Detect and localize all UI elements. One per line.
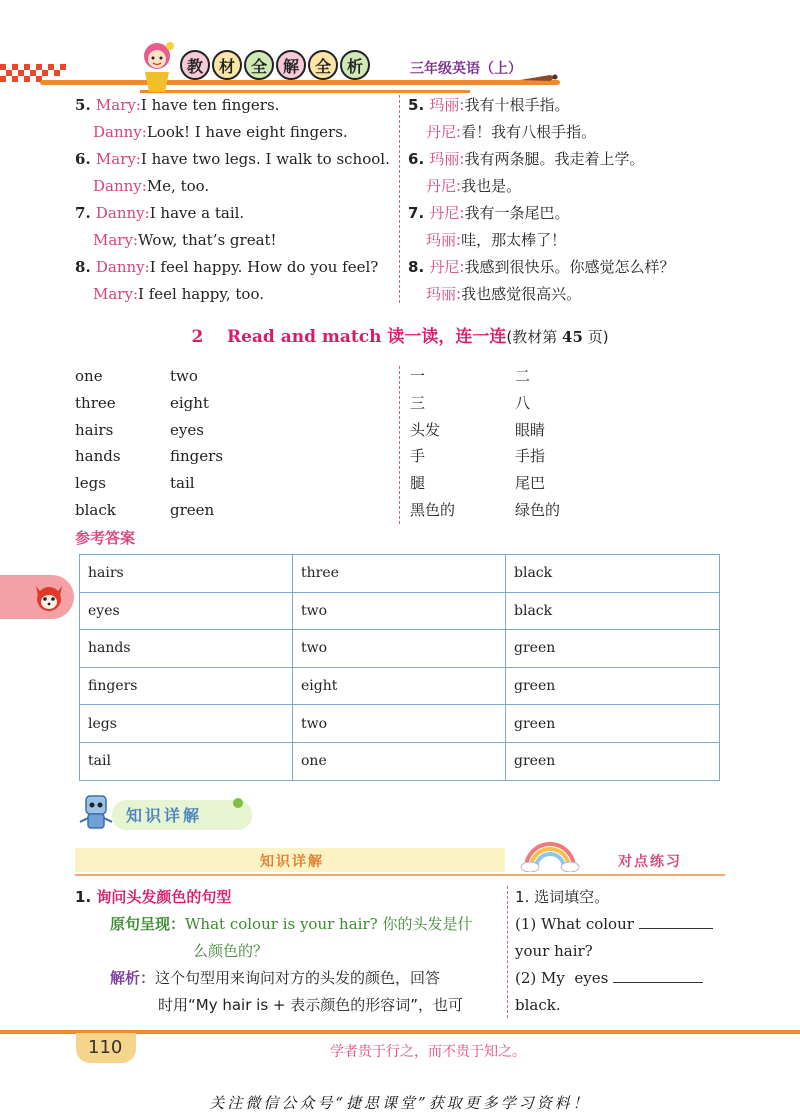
table-row <box>80 630 720 668</box>
match-column-2 <box>170 363 223 524</box>
original-label: 原句呈现： <box>110 915 186 933</box>
speaker-name: 玛丽 <box>426 231 457 249</box>
match-word: legs <box>75 474 106 493</box>
match-word: 绿色的 <box>515 500 561 519</box>
speaker-name: 丹尼 <box>426 123 457 141</box>
match-word: fingers <box>170 447 224 466</box>
match-word: 眼睛 <box>515 420 546 439</box>
line-text: 看！我有八根手指。 <box>461 123 597 141</box>
match-word: eight <box>170 393 209 412</box>
bar-underline <box>75 874 725 876</box>
table-cell: hands <box>80 630 293 668</box>
table-cell: green <box>506 630 720 668</box>
rainbow-icon <box>520 838 580 872</box>
section-title-en: Read and match <box>226 327 382 347</box>
match-word: hairs <box>75 420 114 439</box>
table-row <box>80 742 720 780</box>
dialogue-line: Danny:Me, too. <box>93 177 210 195</box>
line-text: I have ten fingers. <box>140 96 280 114</box>
dialogue-line: 8. Danny:I feel happy. How do you feel? <box>75 258 379 276</box>
table-row <box>80 667 720 705</box>
table-cell: legs <box>80 705 293 743</box>
table-cell: green <box>506 705 720 743</box>
speaker-name: 玛丽 <box>429 150 460 168</box>
title-char: 材 <box>212 50 242 80</box>
line-number: 6 <box>408 150 419 168</box>
dialogue-line: 丹尼:我也是。 <box>426 177 522 195</box>
exercise-q2 <box>515 965 735 992</box>
table-cell: three <box>293 555 506 593</box>
page-header <box>0 28 800 98</box>
fox-mascot-icon <box>32 580 66 614</box>
title-char: 析 <box>340 50 370 80</box>
table-cell: eight <box>293 667 506 705</box>
line-number: 7 <box>75 204 86 222</box>
speaker-name: 玛丽 <box>426 285 457 303</box>
line-text: 哇，那太棒了！ <box>461 231 567 249</box>
dialogue-chinese <box>408 92 748 308</box>
match-word: 手指 <box>515 447 546 466</box>
line-text: 我有十根手指。 <box>464 96 570 114</box>
exercise-q1 <box>515 911 735 938</box>
line-text: 我感到很快乐。你感觉怎么样？ <box>464 258 675 276</box>
line-text: I feel happy. How do you feel? <box>149 258 379 276</box>
dialogue-line: 8. 丹尼:我感到很快乐。你感觉怎么样？ <box>408 258 675 276</box>
line-number: 5 <box>75 96 86 114</box>
speaker-name: Mary <box>95 150 136 168</box>
match-word: eyes <box>170 420 204 439</box>
line-number: 6 <box>75 150 86 168</box>
knowledge-heading: 1. 询问头发颜色的句型 <box>75 888 232 906</box>
match-word: 腿 <box>410 474 426 493</box>
section-ref-page: 45 <box>562 328 583 346</box>
line-number: 8 <box>75 258 86 276</box>
original-cn-cont: 么颜色的？ <box>193 942 269 960</box>
knowledge-content <box>75 884 500 1019</box>
match-word: 三 <box>410 393 426 412</box>
speaker-name: Mary <box>93 285 133 303</box>
exercise-q2-cont: black. <box>515 996 561 1014</box>
line-text: 我也是。 <box>461 177 522 195</box>
table-cell: black <box>506 592 720 630</box>
match-word: green <box>170 500 215 519</box>
table-row <box>80 705 720 743</box>
table-row <box>80 555 720 593</box>
line-text: I feel happy, too. <box>138 285 264 303</box>
table-cell: fingers <box>80 667 293 705</box>
line-text: Look! I have eight fingers. <box>146 123 348 141</box>
q1-blank-input[interactable] <box>639 913 713 929</box>
dialogue-line: 5. 玛丽:我有十根手指。 <box>408 96 570 114</box>
speaker-name: 丹尼 <box>426 177 457 195</box>
dialogue-line: 6. Mary:I have two legs. I walk to school. <box>75 150 390 168</box>
dialogue-line: 7. Danny:I have a tail. <box>75 204 245 222</box>
line-text: 我有两条腿。我走着上学。 <box>464 150 645 168</box>
match-word: one <box>75 367 103 385</box>
original-cn: 你的头发是什 <box>382 915 473 933</box>
dialogue-line: 玛丽:哇，那太棒了！ <box>426 231 567 249</box>
original-en: What colour is your hair? <box>185 915 378 933</box>
analysis-text-cont: 时用“My hair is + 表示颜色的形容词”，也可 <box>158 996 464 1014</box>
line-text: Wow, that’s great! <box>138 231 277 249</box>
q2-blank-input[interactable] <box>613 967 703 983</box>
page-number: 110 <box>88 1037 123 1058</box>
title-char: 解 <box>276 50 306 80</box>
section-title-cn: 读一读，连一连 <box>387 327 507 347</box>
line-number: 5 <box>408 96 419 114</box>
speaker-name: 玛丽 <box>429 96 460 114</box>
analysis-text: 这个句型用来询问对方的头发的颜色，回答 <box>155 969 441 987</box>
knowledge-badge-title: 知识详解 <box>126 806 203 825</box>
title-char: 教 <box>180 50 210 80</box>
original-sentence <box>75 911 500 938</box>
dialogue-line: 丹尼:看！我有八根手指。 <box>426 123 597 141</box>
table-cell: green <box>506 667 720 705</box>
column-divider <box>399 95 400 303</box>
footer-motto: 学者贵于行之，而不贵于知之。 <box>330 1044 526 1060</box>
heading-number: 1 <box>75 888 86 906</box>
match-column-1 <box>75 363 121 524</box>
table-cell: eyes <box>80 592 293 630</box>
match-word: 头发 <box>410 420 441 439</box>
line-text: I have a tail. <box>149 204 245 222</box>
dialogue-line: 6. 玛丽:我有两条腿。我走着上学。 <box>408 150 645 168</box>
dialogue-line: Mary:I feel happy, too. <box>93 285 264 303</box>
dialogue-line: 玛丽:我也感觉很高兴。 <box>426 285 582 303</box>
table-row <box>80 592 720 630</box>
title-char: 全 <box>244 50 274 80</box>
speaker-name: Mary <box>93 231 133 249</box>
section-number: 2 <box>191 327 204 347</box>
dialogue-line: Mary:Wow, that’s great! <box>93 231 277 249</box>
line-text: 我也感觉很高兴。 <box>461 285 582 303</box>
leaf-icon <box>228 796 248 810</box>
speaker-name: Danny <box>95 258 145 276</box>
heading-text: 询问头发颜色的句型 <box>96 888 232 906</box>
analysis-line <box>75 965 500 992</box>
match-word: 黑色的 <box>410 500 456 519</box>
table-cell: one <box>293 742 506 780</box>
header-orange-stripe <box>40 80 560 85</box>
speaker-name: Danny <box>95 204 145 222</box>
table-cell: tail <box>80 742 293 780</box>
match-word: 八 <box>515 393 531 412</box>
analysis-label: 解析： <box>110 969 156 987</box>
q2-text: (2) My eyes <box>515 969 609 987</box>
match-word: 二 <box>515 367 531 385</box>
table-cell: green <box>506 742 720 780</box>
speaker-name: Danny <box>93 123 142 141</box>
dialogue-line: 7. 丹尼:我有一条尾巴。 <box>408 204 570 222</box>
exercise-content <box>515 884 735 1019</box>
robot-mascot-icon <box>78 792 114 832</box>
match-word: 手 <box>410 447 426 466</box>
match-word: 尾巴 <box>515 474 546 493</box>
match-word: hands <box>75 447 121 466</box>
knowledge-bar-title: 知识详解 <box>260 854 324 870</box>
line-number: 7 <box>408 204 419 222</box>
section-ref-suffix: 页) <box>587 328 609 346</box>
exercise-bar-title: 对点练习 <box>618 854 682 870</box>
dialogue-line: Danny:Look! I have eight fingers. <box>93 123 348 141</box>
match-word: tail <box>170 474 195 493</box>
match-column-3 <box>410 363 455 524</box>
speaker-name: 丹尼 <box>429 258 460 276</box>
match-column-4 <box>515 363 560 524</box>
book-subtitle: 三年级英语（上） <box>410 61 522 77</box>
dialogue-line: 5. Mary:I have ten fingers. <box>75 96 280 114</box>
exercise-q1-cont: your hair? <box>515 942 593 960</box>
match-word: two <box>170 367 198 385</box>
column-divider <box>399 366 400 524</box>
match-word: black <box>75 500 116 519</box>
q1-text: (1) What colour <box>515 915 634 933</box>
table-cell: two <box>293 630 506 668</box>
line-number: 8 <box>408 258 419 276</box>
section-title <box>0 322 800 347</box>
speaker-name: Danny <box>93 177 142 195</box>
match-word: 一 <box>410 367 426 385</box>
dialogue-english <box>75 92 395 308</box>
section-ref-prefix: (教材第 <box>506 328 558 346</box>
table-cell: black <box>506 555 720 593</box>
table-cell: hairs <box>80 555 293 593</box>
girl-mascot-icon <box>132 36 182 96</box>
line-text: Me, too. <box>146 177 210 195</box>
table-cell: two <box>293 705 506 743</box>
pen-icon <box>520 72 560 84</box>
speaker-name: Mary <box>95 96 136 114</box>
title-char: 全 <box>308 50 338 80</box>
line-text: I have two legs. I walk to school. <box>140 150 390 168</box>
answer-table <box>79 554 720 781</box>
speaker-name: 丹尼 <box>429 204 460 222</box>
line-text: 我有一条尾巴。 <box>464 204 570 222</box>
exercise-title: 1. 选词填空。 <box>515 888 610 906</box>
book-title <box>180 50 370 80</box>
answer-label: 参考答案 <box>75 529 136 547</box>
match-word: three <box>75 393 116 412</box>
table-cell: two <box>293 592 506 630</box>
promo-text: 关注微信公众号“捷思课堂”获取更多学习资料！ <box>209 1094 591 1112</box>
column-divider <box>507 886 508 1018</box>
